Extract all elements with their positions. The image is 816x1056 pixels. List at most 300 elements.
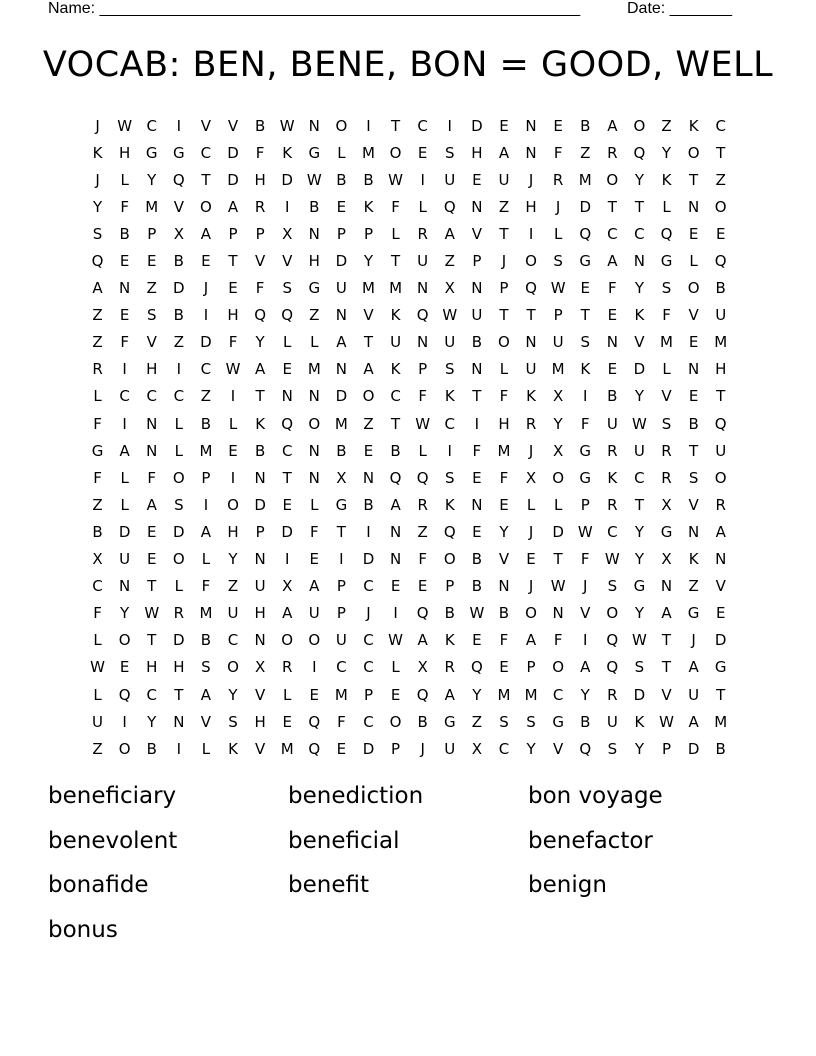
grid-letter: L bbox=[174, 577, 183, 596]
grid-letter: I bbox=[203, 495, 209, 514]
grid-letter: E bbox=[417, 577, 428, 596]
grid-letter: N bbox=[633, 252, 646, 271]
grid-letter: C bbox=[363, 658, 374, 677]
grid-letter: G bbox=[173, 143, 185, 162]
grid-letter: U bbox=[335, 631, 347, 650]
grid-letter: Q bbox=[254, 306, 267, 325]
grid-letter: U bbox=[444, 333, 456, 352]
grid-letter: Z bbox=[471, 712, 482, 731]
grid-letter: K bbox=[634, 712, 645, 731]
grid-letter: D bbox=[471, 116, 483, 135]
grid-letter: T bbox=[390, 414, 401, 433]
grid-letter: N bbox=[525, 333, 537, 352]
grid-letter: G bbox=[579, 468, 592, 487]
grid-letter: N bbox=[119, 279, 131, 298]
grid-letter: O bbox=[172, 550, 185, 569]
grid-letter: A bbox=[688, 658, 699, 677]
grid-letter: T bbox=[147, 631, 157, 650]
grid-letter: Y bbox=[147, 712, 157, 731]
grid-letter: O bbox=[200, 197, 212, 216]
grid-letter: L bbox=[418, 197, 427, 216]
grid-letter: I bbox=[528, 224, 534, 243]
grid-letter: C bbox=[607, 522, 618, 541]
grid-letter: B bbox=[92, 522, 103, 541]
grid-letter: A bbox=[444, 685, 455, 704]
grid-letter: U bbox=[606, 712, 618, 731]
word-bank-item: benevolent bbox=[48, 827, 178, 854]
grid-letter: U bbox=[254, 577, 266, 596]
grid-letter: H bbox=[254, 170, 266, 189]
grid-letter: B bbox=[580, 712, 591, 731]
grid-letter: S bbox=[661, 414, 672, 433]
grid-letter: A bbox=[146, 495, 157, 514]
grid-letter: U bbox=[606, 414, 618, 433]
grid-letter: R bbox=[607, 495, 618, 514]
grid-letter: M bbox=[660, 333, 673, 352]
grid-letter: F bbox=[499, 631, 509, 650]
grid-letter: Q bbox=[416, 306, 429, 325]
grid-letter: K bbox=[661, 170, 672, 189]
grid-letter: Z bbox=[444, 252, 455, 271]
grid-letter: E bbox=[309, 550, 320, 569]
grid-letter: T bbox=[689, 170, 699, 189]
grid-letter: P bbox=[255, 224, 265, 243]
date-field: Date: _______ bbox=[627, 0, 732, 17]
grid-letter: E bbox=[390, 685, 401, 704]
grid-letter: E bbox=[526, 550, 536, 569]
grid-letter: F bbox=[147, 468, 157, 487]
grid-letter: H bbox=[173, 658, 185, 677]
grid-letter: C bbox=[200, 143, 212, 162]
grid-letter: Y bbox=[634, 170, 644, 189]
grid-letter: O bbox=[552, 658, 565, 677]
grid-letter: C bbox=[444, 414, 455, 433]
grid-letter: U bbox=[308, 604, 320, 623]
grid-letter: P bbox=[363, 224, 373, 243]
word-bank-item: beneficiary bbox=[48, 783, 177, 809]
grid-letter: X bbox=[661, 550, 672, 569]
grid-letter: I bbox=[122, 712, 127, 731]
grid-letter: E bbox=[119, 306, 130, 325]
grid-letter: M bbox=[551, 360, 565, 379]
grid-letter: T bbox=[472, 387, 482, 406]
grid-letter: M bbox=[524, 685, 538, 704]
grid-letter: A bbox=[390, 495, 401, 514]
grid-letter: E bbox=[363, 441, 374, 460]
grid-letter: N bbox=[146, 414, 158, 433]
grid-letter: K bbox=[92, 143, 103, 162]
grid-letter: S bbox=[499, 712, 509, 731]
grid-letter: O bbox=[362, 387, 375, 406]
grid-letter: T bbox=[390, 252, 401, 271]
grid-letter: N bbox=[389, 522, 402, 541]
grid-letter: E bbox=[309, 685, 320, 704]
grid-letter: C bbox=[92, 577, 103, 596]
grid-letter: F bbox=[608, 279, 617, 298]
grid-letter: Z bbox=[715, 170, 726, 189]
grid-letter: U bbox=[498, 170, 510, 189]
grid-letter: P bbox=[336, 604, 346, 623]
grid-letter: P bbox=[336, 224, 346, 243]
grid-letter: I bbox=[203, 306, 209, 325]
grid-letter: L bbox=[93, 387, 102, 406]
grid-letter: S bbox=[553, 252, 563, 271]
grid-letter: V bbox=[200, 712, 212, 731]
grid-letter: X bbox=[282, 577, 293, 596]
grid-letter: H bbox=[498, 414, 510, 433]
grid-letter: K bbox=[688, 550, 699, 569]
grid-letter: W bbox=[469, 604, 485, 623]
grid-letter: X bbox=[553, 387, 564, 406]
grid-letter: N bbox=[308, 116, 320, 135]
grid-letter: Y bbox=[661, 143, 672, 162]
grid-letter: Y bbox=[255, 333, 265, 352]
grid-letter: K bbox=[228, 739, 238, 758]
grid-letter: W bbox=[632, 631, 647, 650]
grid-letter: F bbox=[255, 279, 265, 298]
grid-letter: Q bbox=[606, 658, 619, 677]
grid-letter: V bbox=[227, 116, 239, 135]
grid-letter: T bbox=[607, 197, 617, 216]
grid-letter: E bbox=[146, 522, 157, 541]
grid-letter: T bbox=[363, 333, 374, 352]
grid-letter: T bbox=[661, 631, 672, 650]
grid-letter: H bbox=[471, 143, 483, 162]
grid-letter: C bbox=[417, 116, 428, 135]
grid-letter: L bbox=[689, 252, 698, 271]
grid-letter: L bbox=[310, 495, 319, 514]
grid-letter: R bbox=[525, 414, 537, 433]
grid-letter: I bbox=[230, 468, 236, 487]
grid-letter: N bbox=[687, 360, 700, 379]
grid-letter: I bbox=[230, 387, 236, 406]
grid-letter: I bbox=[447, 116, 452, 135]
grid-letter: P bbox=[526, 658, 536, 677]
grid-letter: L bbox=[391, 658, 400, 677]
grid-letter: Q bbox=[443, 197, 456, 216]
grid-letter: T bbox=[580, 306, 590, 325]
grid-letter: H bbox=[119, 143, 131, 162]
grid-letter: O bbox=[606, 604, 619, 623]
grid-letter: D bbox=[281, 522, 293, 541]
word-bank-item: benefactor bbox=[528, 827, 653, 854]
grid-letter: N bbox=[254, 468, 266, 487]
grid-letter: U bbox=[227, 604, 239, 623]
grid-letter: J bbox=[366, 604, 371, 623]
grid-letter: T bbox=[390, 116, 401, 135]
grid-letter: P bbox=[445, 577, 455, 596]
grid-letter: L bbox=[174, 441, 183, 460]
grid-letter: G bbox=[579, 441, 592, 460]
grid-letter: R bbox=[92, 360, 103, 379]
grid-letter: A bbox=[92, 279, 103, 298]
grid-letter: G bbox=[91, 441, 104, 460]
grid-letter: D bbox=[633, 685, 646, 704]
grid-letter: P bbox=[472, 252, 482, 271]
grid-letter: B bbox=[498, 604, 510, 623]
grid-letter: U bbox=[525, 360, 537, 379]
grid-letter: W bbox=[225, 360, 241, 379]
grid-letter: O bbox=[281, 631, 294, 650]
grid-letter: F bbox=[309, 522, 319, 541]
grid-letter: T bbox=[553, 550, 563, 569]
grid-letter: Y bbox=[634, 604, 644, 623]
grid-letter: B bbox=[444, 604, 455, 623]
grid-letter: O bbox=[714, 468, 727, 487]
grid-letter: S bbox=[282, 279, 292, 298]
grid-letter: S bbox=[634, 658, 645, 677]
grid-letter: M bbox=[578, 170, 592, 189]
grid-letter: J bbox=[420, 739, 425, 758]
grid-letter: Z bbox=[309, 306, 320, 325]
grid-letter: Y bbox=[634, 522, 644, 541]
grid-letter: Z bbox=[92, 333, 103, 352]
grid-letter: A bbox=[363, 360, 374, 379]
grid-letter: J bbox=[528, 577, 534, 596]
word-bank bbox=[48, 778, 788, 956]
grid-letter: N bbox=[119, 577, 131, 596]
grid-letter: B bbox=[336, 441, 347, 460]
grid-letter: O bbox=[172, 468, 185, 487]
grid-letter: O bbox=[389, 712, 402, 731]
grid-letter: F bbox=[418, 387, 427, 406]
grid-letter: C bbox=[363, 631, 374, 650]
grid-letter: E bbox=[688, 224, 699, 243]
grid-letter: K bbox=[282, 143, 293, 162]
grid-letter: Y bbox=[228, 685, 238, 704]
grid-letter: T bbox=[634, 495, 644, 514]
grid-letter: E bbox=[146, 550, 157, 569]
grid-letter: A bbox=[309, 577, 320, 596]
grid-letter: R bbox=[281, 658, 293, 677]
grid-letter: T bbox=[526, 306, 536, 325]
grid-letter: S bbox=[688, 468, 699, 487]
grid-letter: N bbox=[335, 360, 347, 379]
header-line bbox=[48, 0, 748, 20]
grid-letter: T bbox=[174, 685, 184, 704]
grid-letter: P bbox=[363, 685, 373, 704]
grid-letter: N bbox=[389, 550, 402, 569]
grid-letter: T bbox=[201, 170, 211, 189]
grid-letter: F bbox=[255, 143, 265, 162]
grid-letter: L bbox=[337, 143, 346, 162]
grid-letter: P bbox=[553, 306, 563, 325]
word-bank-item: benefit bbox=[288, 872, 369, 898]
grid-letter: E bbox=[390, 577, 401, 596]
grid-letter: U bbox=[92, 712, 104, 731]
grid-letter: Q bbox=[389, 468, 402, 487]
grid-letter: C bbox=[552, 685, 564, 704]
word-bank-item: bonus bbox=[48, 916, 118, 943]
grid-letter: C bbox=[336, 658, 347, 677]
grid-letter: L bbox=[120, 495, 129, 514]
grid-letter: D bbox=[173, 522, 185, 541]
grid-letter: Y bbox=[472, 685, 482, 704]
grid-letter: N bbox=[281, 387, 293, 406]
grid-letter: I bbox=[366, 116, 371, 135]
grid-letter: N bbox=[308, 468, 320, 487]
grid-letter: N bbox=[606, 333, 618, 352]
grid-letter: B bbox=[715, 739, 726, 758]
grid-letter: M bbox=[199, 604, 213, 623]
grid-letter: Y bbox=[634, 387, 644, 406]
grid-letter: I bbox=[122, 414, 127, 433]
grid-letter: J bbox=[528, 170, 534, 189]
grid-letter: F bbox=[201, 577, 211, 596]
grid-letter: J bbox=[95, 170, 100, 189]
grid-letter: T bbox=[689, 441, 699, 460]
grid-letter: U bbox=[715, 306, 727, 325]
grid-letter: S bbox=[146, 306, 157, 325]
grid-letter: D bbox=[173, 631, 185, 650]
grid-letter: O bbox=[552, 468, 565, 487]
grid-letter: E bbox=[472, 631, 482, 650]
grid-letter: T bbox=[499, 306, 509, 325]
grid-letter: C bbox=[119, 387, 130, 406]
grid-letter: F bbox=[120, 197, 129, 216]
word-bank-item: benign bbox=[528, 872, 607, 898]
grid-letter: N bbox=[308, 441, 320, 460]
grid-letter: E bbox=[282, 712, 292, 731]
grid-letter: Y bbox=[526, 739, 536, 758]
grid-letter: Y bbox=[363, 252, 374, 271]
grid-letter: E bbox=[336, 197, 347, 216]
grid-letter: N bbox=[687, 522, 700, 541]
grid-letter: Q bbox=[633, 143, 646, 162]
grid-letter: Z bbox=[146, 279, 157, 298]
grid-letter: D bbox=[227, 170, 239, 189]
grid-letter: T bbox=[255, 387, 265, 406]
grid-letter: S bbox=[526, 712, 536, 731]
grid-letter: C bbox=[390, 387, 401, 406]
grid-letter: F bbox=[120, 333, 129, 352]
grid-letter: R bbox=[254, 197, 266, 216]
grid-letter: S bbox=[92, 224, 103, 243]
grid-letter: E bbox=[607, 360, 618, 379]
grid-letter: D bbox=[714, 631, 727, 650]
grid-letter: O bbox=[227, 658, 239, 677]
grid-letter: E bbox=[499, 495, 509, 514]
grid-letter: O bbox=[606, 170, 619, 189]
grid-letter: Z bbox=[227, 577, 239, 596]
grid-letter: B bbox=[607, 387, 618, 406]
grid-letter: L bbox=[391, 224, 400, 243]
grid-letter: N bbox=[471, 495, 483, 514]
grid-letter: A bbox=[498, 143, 510, 162]
grid-letter: O bbox=[389, 143, 402, 162]
grid-letter: G bbox=[687, 604, 700, 623]
grid-letter: P bbox=[147, 224, 157, 243]
grid-letter: N bbox=[525, 143, 537, 162]
grid-letter: L bbox=[120, 468, 129, 487]
grid-letter: G bbox=[335, 495, 348, 514]
grid-letter: N bbox=[687, 197, 700, 216]
grid-letter: J bbox=[203, 279, 209, 298]
grid-letter: Z bbox=[417, 522, 428, 541]
word-search-grid bbox=[84, 112, 734, 762]
grid-letter: Q bbox=[416, 468, 429, 487]
word-bank-item: beneficial bbox=[288, 827, 400, 854]
grid-letter: N bbox=[471, 360, 483, 379]
grid-letter: H bbox=[525, 197, 537, 216]
grid-letter: G bbox=[308, 143, 321, 162]
grid-letter: N bbox=[417, 333, 429, 352]
grid-letter: B bbox=[146, 739, 157, 758]
grid-letter: R bbox=[417, 224, 428, 243]
grid-letter: O bbox=[308, 631, 321, 650]
grid-letter: P bbox=[336, 577, 346, 596]
grid-letter: E bbox=[282, 495, 292, 514]
name-field: Name: ______________________________________________________ bbox=[48, 0, 581, 17]
grid-letter: S bbox=[174, 495, 184, 514]
grid-letter: G bbox=[714, 658, 727, 677]
grid-letter: S bbox=[607, 739, 618, 758]
grid-letter: T bbox=[661, 658, 672, 677]
grid-letter: C bbox=[173, 387, 185, 406]
grid-letter: S bbox=[201, 658, 211, 677]
grid-letter: R bbox=[173, 604, 185, 623]
grid-letter: V bbox=[498, 550, 510, 569]
grid-letter: C bbox=[715, 116, 726, 135]
grid-letter: E bbox=[472, 468, 482, 487]
grid-letter: U bbox=[390, 333, 402, 352]
grid-letter: G bbox=[145, 143, 158, 162]
grid-letter: S bbox=[445, 143, 455, 162]
grid-letter: F bbox=[93, 414, 102, 433]
grid-letter: L bbox=[174, 414, 183, 433]
grid-letter: E bbox=[607, 306, 618, 325]
grid-letter: W bbox=[388, 170, 403, 189]
grid-letter: V bbox=[661, 685, 672, 704]
grid-letter: V bbox=[254, 739, 266, 758]
grid-letter: B bbox=[471, 577, 482, 596]
grid-letter: L bbox=[283, 333, 292, 352]
grid-letter: W bbox=[388, 631, 403, 650]
grid-letter: L bbox=[120, 170, 129, 189]
grid-letter: T bbox=[716, 685, 726, 704]
grid-letter: M bbox=[362, 279, 375, 298]
grid-letter: G bbox=[633, 577, 646, 596]
grid-letter: E bbox=[688, 387, 699, 406]
grid-letter: U bbox=[417, 252, 429, 271]
grid-letter: F bbox=[662, 306, 671, 325]
grid-letter: I bbox=[474, 414, 480, 433]
grid-letter: D bbox=[254, 495, 266, 514]
grid-letter: W bbox=[604, 550, 620, 569]
grid-letter: O bbox=[118, 739, 131, 758]
grid-letter: F bbox=[93, 604, 102, 623]
grid-letter: G bbox=[308, 279, 321, 298]
grid-letter: H bbox=[227, 522, 239, 541]
grid-letter: B bbox=[173, 252, 184, 271]
grid-letter: F bbox=[580, 414, 590, 433]
grid-letter: B bbox=[390, 441, 401, 460]
grid-letter: T bbox=[634, 197, 644, 216]
grid-letter: A bbox=[444, 224, 455, 243]
grid-letter: F bbox=[391, 197, 400, 216]
grid-letter: G bbox=[660, 252, 673, 271]
grid-letter: S bbox=[607, 577, 618, 596]
grid-letter: O bbox=[308, 414, 321, 433]
grid-letter: F bbox=[553, 631, 563, 650]
grid-letter: I bbox=[176, 739, 182, 758]
grid-letter: C bbox=[607, 224, 618, 243]
grid-letter: R bbox=[607, 685, 618, 704]
grid-letter: D bbox=[552, 522, 564, 541]
grid-letter: F bbox=[418, 550, 427, 569]
grid-letter: V bbox=[173, 197, 184, 216]
grid-letter: N bbox=[362, 468, 375, 487]
